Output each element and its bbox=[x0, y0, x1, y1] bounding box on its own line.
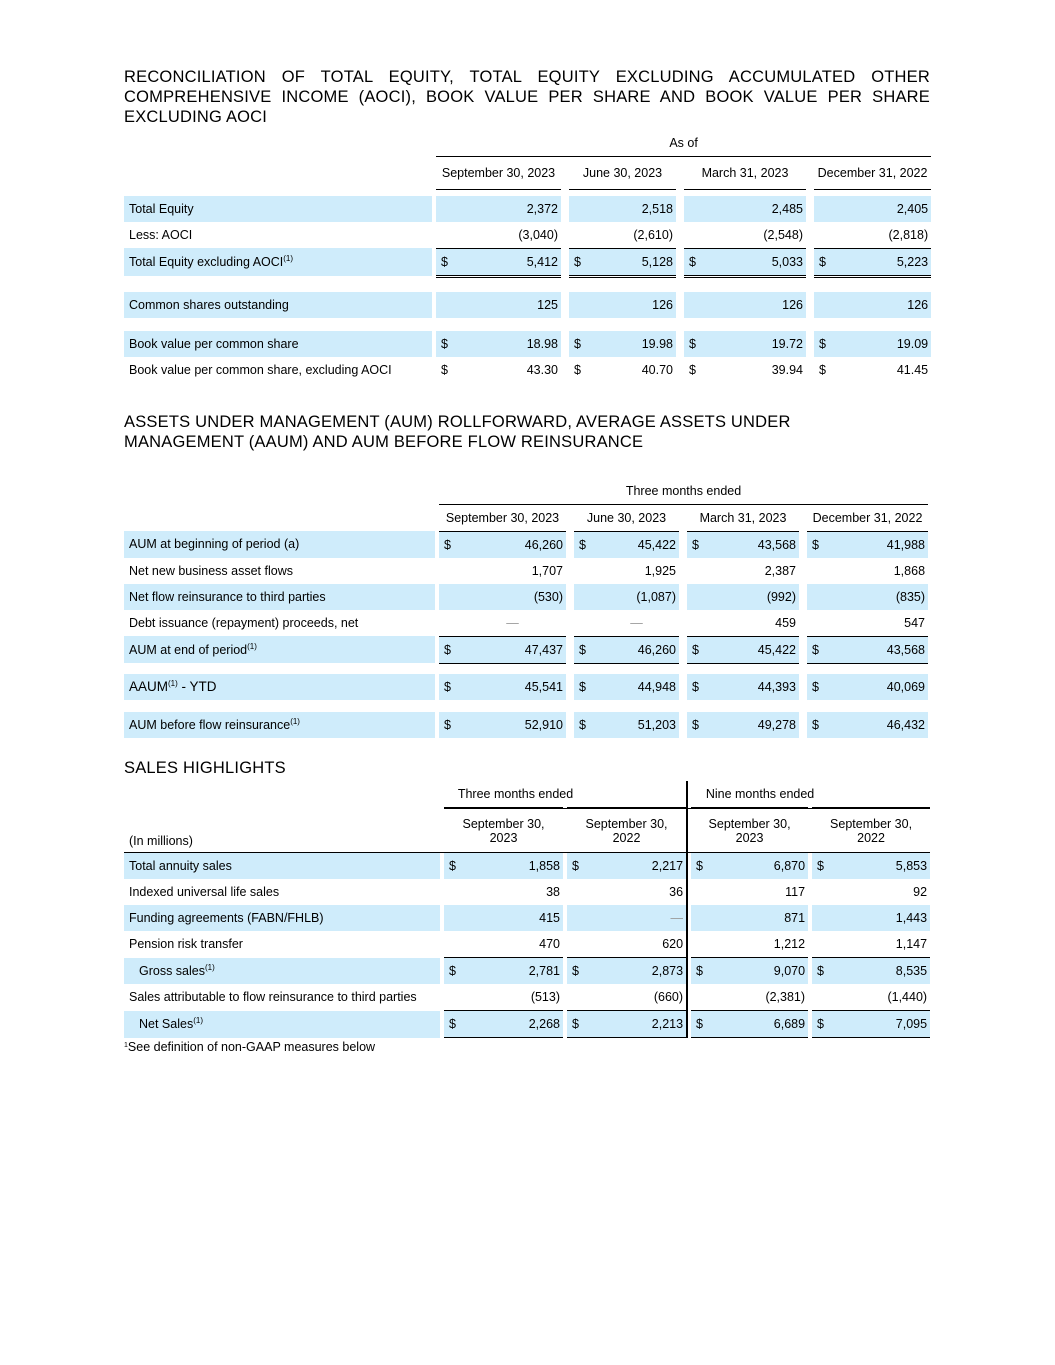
currency-symbol: $ bbox=[574, 531, 594, 558]
col-header-jun-2023: June 30, 2023 bbox=[569, 156, 676, 189]
cell-value: (513) bbox=[464, 984, 563, 1011]
currency-symbol: $ bbox=[819, 362, 826, 377]
currency-symbol: $ bbox=[812, 1011, 832, 1038]
sales-highlights-table bbox=[124, 781, 930, 1038]
table-row bbox=[124, 610, 928, 637]
currency-symbol: $ bbox=[691, 958, 711, 985]
equity-reconciliation-table bbox=[124, 130, 931, 383]
col-header-3m-2023: September 30, 2023 bbox=[444, 808, 563, 853]
cell-value: 126 bbox=[589, 292, 676, 318]
cell-value: 41.45 bbox=[896, 362, 929, 377]
table-row bbox=[124, 292, 931, 318]
cell-value: 46,432 bbox=[827, 712, 928, 738]
cell-value: 92 bbox=[913, 885, 928, 899]
cell-value: 41,988 bbox=[827, 531, 928, 558]
cell-value: 1,868 bbox=[893, 563, 926, 578]
three-months-header: Three months ended bbox=[439, 478, 928, 504]
row-label: Book value per common share, excluding AOCI bbox=[129, 362, 392, 377]
table-row bbox=[124, 222, 931, 249]
col-header-9m-2022: September 30, 2022 bbox=[812, 808, 930, 853]
cell-value: (1,440) bbox=[832, 984, 930, 1011]
cell-value: 2,268 bbox=[464, 1011, 563, 1038]
table-row bbox=[124, 984, 930, 1011]
cell-value: 9,070 bbox=[711, 958, 808, 985]
cell-value: 47,437 bbox=[459, 636, 566, 663]
cell-value: 620 bbox=[587, 931, 687, 958]
currency-symbol: $ bbox=[567, 853, 587, 880]
currency-symbol: $ bbox=[439, 636, 459, 663]
cell-value: — bbox=[506, 615, 519, 630]
cell-value: (2,381) bbox=[711, 984, 808, 1011]
row-label: Pension risk transfer bbox=[129, 937, 243, 952]
sales-highlights-title: SALES HIGHLIGHTS bbox=[124, 759, 286, 777]
cell-value: 871 bbox=[711, 905, 808, 931]
col-header-mar-2023: March 31, 2023 bbox=[687, 504, 799, 531]
row-label: Net new business asset flows bbox=[129, 563, 293, 578]
table-row bbox=[124, 331, 931, 357]
cell-value: (530) bbox=[459, 584, 566, 610]
row-label: Funding agreements (FABN/FHLB) bbox=[124, 905, 440, 931]
aum-title: ASSETS UNDER MANAGEMENT (AUM) ROLLFORWARD, AVERAGE ASSETS UNDER MANAGEMENT (AAUM) AND AUM BEFORE FLOW REINSURANCE bbox=[124, 413, 791, 451]
cell-value: 38 bbox=[546, 885, 560, 899]
cell-value: 19.72 bbox=[704, 331, 806, 357]
col-header-3m-2022: September 30, 2022 bbox=[567, 808, 687, 853]
cell-value: 43,568 bbox=[827, 636, 928, 663]
cell-value: (3,040) bbox=[456, 222, 561, 249]
cell-value: 45,422 bbox=[707, 636, 799, 663]
currency-symbol: $ bbox=[567, 1011, 587, 1038]
cell-value: 459 bbox=[775, 615, 796, 630]
cell-value: 39.94 bbox=[771, 362, 803, 377]
cell-value: (2,818) bbox=[834, 222, 931, 249]
currency-symbol: $ bbox=[441, 362, 448, 377]
cell-value: 51,203 bbox=[594, 712, 679, 738]
row-label: Total Equity bbox=[124, 196, 432, 222]
row-label: AAUM$^{(1)}$ - YTD bbox=[124, 674, 435, 700]
currency-symbol: $ bbox=[444, 853, 464, 880]
currency-symbol: $ bbox=[807, 531, 827, 558]
cell-value: 2,213 bbox=[587, 1011, 687, 1038]
col-header-dec-2022: December 31, 2022 bbox=[814, 156, 931, 189]
cell-value: 2,372 bbox=[456, 196, 561, 222]
as-of-header: As of bbox=[436, 130, 931, 156]
currency-symbol: $ bbox=[687, 712, 707, 738]
table-row bbox=[124, 636, 928, 663]
table-row bbox=[124, 558, 928, 584]
cell-value: 7,095 bbox=[832, 1011, 930, 1038]
table-row bbox=[124, 584, 928, 610]
currency-symbol: $ bbox=[691, 853, 711, 880]
cell-value: 6,689 bbox=[711, 1011, 808, 1038]
currency-symbol: $ bbox=[812, 853, 832, 880]
col-header-dec-2022: December 31, 2022 bbox=[807, 504, 928, 531]
cell-value: 5,412 bbox=[456, 248, 561, 276]
currency-symbol: $ bbox=[684, 248, 704, 276]
cell-value: 44,948 bbox=[594, 674, 679, 700]
cell-value: 43,568 bbox=[707, 531, 799, 558]
currency-symbol: $ bbox=[574, 636, 594, 663]
cell-value: (835) bbox=[827, 584, 928, 610]
col-header-sep-2023: September 30, 2023 bbox=[439, 504, 566, 531]
table-row bbox=[124, 248, 931, 276]
cell-value: 1,925 bbox=[644, 563, 676, 578]
cell-value: 470 bbox=[464, 931, 563, 958]
cell-value: (992) bbox=[707, 584, 799, 610]
currency-symbol: $ bbox=[444, 1011, 464, 1038]
currency-symbol: $ bbox=[436, 331, 456, 357]
table-row bbox=[124, 196, 931, 222]
cell-value: 45,422 bbox=[594, 531, 679, 558]
currency-symbol: $ bbox=[436, 248, 456, 276]
row-label: Total annuity sales bbox=[124, 853, 440, 880]
cell-value: 52,910 bbox=[459, 712, 566, 738]
currency-symbol: $ bbox=[439, 531, 459, 558]
aum-rollforward-table bbox=[124, 478, 928, 738]
cell-value: 1,212 bbox=[711, 931, 808, 958]
cell-value: 126 bbox=[704, 292, 806, 318]
cell-value: 126 bbox=[834, 292, 931, 318]
cell-value: 1,443 bbox=[832, 905, 930, 931]
table-row bbox=[124, 958, 930, 985]
footnote: $^1$See definition of non-GAAP measures below bbox=[124, 1040, 376, 1054]
currency-symbol: $ bbox=[687, 531, 707, 558]
cell-value: 5,128 bbox=[589, 248, 676, 276]
cell-value: 45,541 bbox=[459, 674, 566, 700]
cell-value: 415 bbox=[464, 905, 563, 931]
table-row bbox=[124, 712, 928, 738]
row-label: AUM at beginning of period (a) bbox=[124, 531, 435, 558]
table-row bbox=[124, 357, 931, 383]
cell-value: 8,535 bbox=[832, 958, 930, 985]
cell-value: (2,610) bbox=[589, 222, 676, 249]
currency-symbol: $ bbox=[691, 1011, 711, 1038]
cell-value: 2,873 bbox=[587, 958, 687, 985]
cell-value: 117 bbox=[785, 885, 806, 899]
currency-symbol: $ bbox=[569, 331, 589, 357]
cell-value: (660) bbox=[587, 984, 687, 1011]
cell-value: 2,485 bbox=[704, 196, 806, 222]
col-header-sep-2023: September 30, 2023 bbox=[436, 156, 561, 189]
currency-symbol: $ bbox=[687, 636, 707, 663]
cell-value: 2,518 bbox=[589, 196, 676, 222]
col-header-mar-2023: March 31, 2023 bbox=[684, 156, 806, 189]
table-row bbox=[124, 931, 930, 958]
cell-value: (2,548) bbox=[704, 222, 806, 249]
cell-value: 2,387 bbox=[764, 563, 796, 578]
cell-value: 2,781 bbox=[464, 958, 563, 985]
cell-value: 1,147 bbox=[832, 931, 930, 958]
cell-value: — bbox=[630, 615, 643, 630]
row-label: Less: AOCI bbox=[129, 227, 193, 242]
cell-value: 2,217 bbox=[587, 853, 687, 880]
cell-value: 40,069 bbox=[827, 674, 928, 700]
reconciliation-title: RECONCILIATION OF TOTAL EQUITY, TOTAL EQUITY EXCLUDING ACCUMULATED OTHER COMPREHENSIVE INCOME (AOCI), BOOK VALUE PER SHARE AND BOOK VALUE PER SHARE EXCLUDING AOCI bbox=[124, 68, 930, 126]
row-label: Debt issuance (repayment) proceeds, net bbox=[129, 615, 359, 630]
cell-value: 49,278 bbox=[707, 712, 799, 738]
cell-value: 547 bbox=[904, 615, 926, 630]
table-row bbox=[124, 531, 928, 558]
row-label: Total Equity excluding AOCI$^{(1)}$ bbox=[124, 248, 432, 276]
row-label: Indexed universal life sales bbox=[129, 885, 280, 899]
cell-value: 40.70 bbox=[641, 362, 673, 377]
currency-symbol: $ bbox=[807, 674, 827, 700]
row-label: Common shares outstanding bbox=[124, 292, 432, 318]
col-header-9m-2023: September 30, 2023 bbox=[691, 808, 808, 853]
cell-value: 46,260 bbox=[594, 636, 679, 663]
row-label: AUM at end of period$^{(1)}$ bbox=[124, 636, 435, 663]
cell-value: 5,853 bbox=[832, 853, 930, 880]
cell-value: 1,858 bbox=[464, 853, 563, 880]
cell-value: 1,707 bbox=[531, 563, 563, 578]
cell-value: 46,260 bbox=[459, 531, 566, 558]
cell-value: — bbox=[587, 905, 687, 931]
cell-value: 43.30 bbox=[526, 362, 558, 377]
cell-value: 6,870 bbox=[711, 853, 808, 880]
currency-symbol: $ bbox=[814, 331, 834, 357]
currency-symbol: $ bbox=[574, 674, 594, 700]
cell-value: 5,033 bbox=[704, 248, 806, 276]
currency-symbol: $ bbox=[444, 958, 464, 985]
currency-symbol: $ bbox=[567, 958, 587, 985]
cell-value: 44,393 bbox=[707, 674, 799, 700]
cell-value: 125 bbox=[456, 292, 561, 318]
nine-months-header: Nine months ended bbox=[687, 781, 832, 808]
row-label: AUM before flow reinsurance$^{(1)}$ bbox=[124, 712, 435, 738]
currency-symbol: $ bbox=[439, 712, 459, 738]
cell-value: 19.98 bbox=[589, 331, 676, 357]
currency-symbol: $ bbox=[687, 674, 707, 700]
row-label: Net Sales$^{(1)}$ bbox=[124, 1011, 440, 1038]
row-label: Gross sales$^{(1)}$ bbox=[124, 958, 440, 985]
table-row bbox=[124, 879, 930, 905]
row-label: Net flow reinsurance to third parties bbox=[124, 584, 435, 610]
units-label: (In millions) bbox=[124, 808, 440, 853]
cell-value: 19.09 bbox=[834, 331, 931, 357]
currency-symbol: $ bbox=[569, 248, 589, 276]
row-label: Sales attributable to flow reinsurance to third parties bbox=[129, 990, 417, 1005]
currency-symbol: $ bbox=[807, 636, 827, 663]
table-row bbox=[124, 905, 930, 931]
table-row bbox=[124, 1011, 930, 1038]
currency-symbol: $ bbox=[439, 674, 459, 700]
cell-value: 18.98 bbox=[456, 331, 561, 357]
currency-symbol: $ bbox=[814, 248, 834, 276]
currency-symbol: $ bbox=[812, 958, 832, 985]
three-months-header: Three months ended bbox=[444, 781, 587, 808]
row-label: Book value per common share bbox=[124, 331, 432, 357]
table-row bbox=[124, 853, 930, 880]
cell-value: (1,087) bbox=[594, 584, 679, 610]
col-header-jun-2023: June 30, 2023 bbox=[574, 504, 679, 531]
currency-symbol: $ bbox=[574, 712, 594, 738]
cell-value: 2,405 bbox=[834, 196, 931, 222]
cell-value: 5,223 bbox=[834, 248, 931, 276]
currency-symbol: $ bbox=[684, 331, 704, 357]
currency-symbol: $ bbox=[689, 362, 696, 377]
table-row bbox=[124, 674, 928, 700]
currency-symbol: $ bbox=[807, 712, 827, 738]
currency-symbol: $ bbox=[574, 362, 581, 377]
cell-value: 36 bbox=[669, 885, 684, 899]
